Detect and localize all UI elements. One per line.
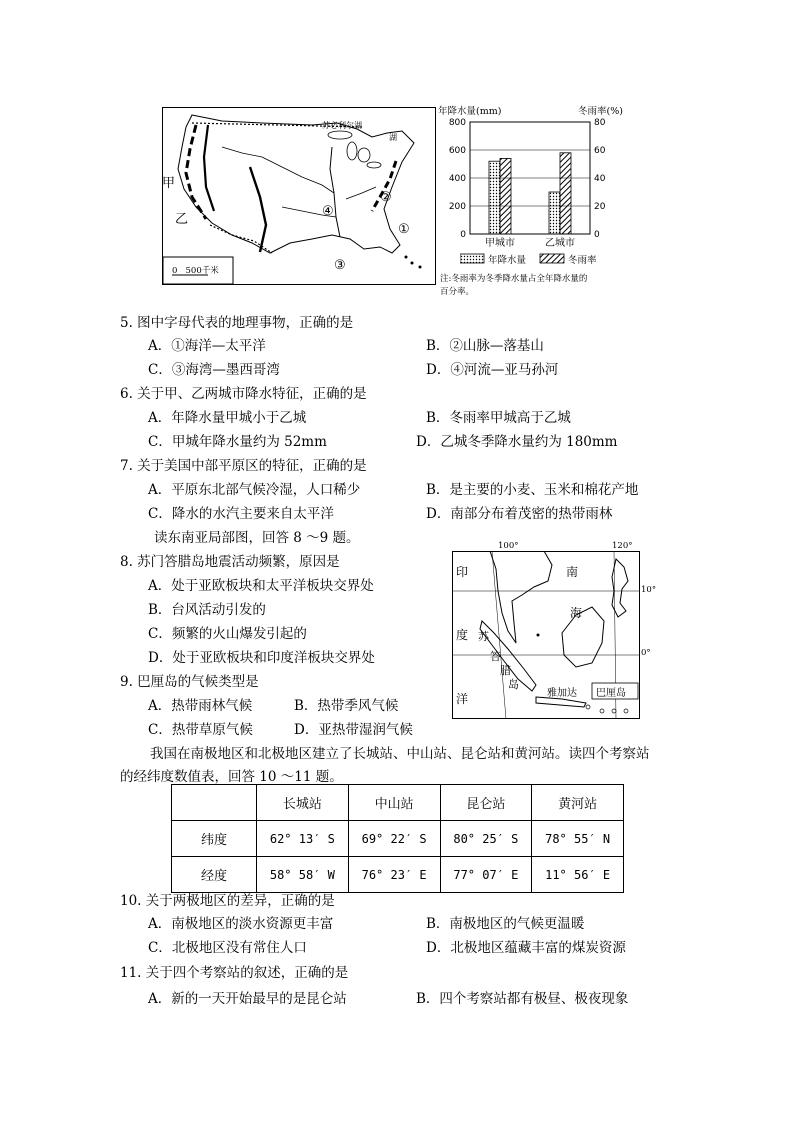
table-header-cell: 昆仑站 [440, 785, 532, 821]
category-label: 甲城市 [485, 238, 515, 249]
q8-option-b: B．台风活动引发的 [148, 602, 266, 618]
bar-winter-rain-rate [560, 153, 571, 234]
map-label-jakarta: 雅加达 [547, 688, 577, 699]
right-tick-label: 80 [594, 118, 606, 128]
right-tick-label: 0 [594, 230, 600, 240]
map-label-hai: 海 [570, 606, 583, 620]
legend-swatch-precip [460, 254, 484, 263]
map-label-nan: 南 [566, 565, 579, 579]
bar-annual-precip [489, 161, 500, 234]
table-header-cell: 中山站 [348, 785, 440, 821]
q8-option-a: A．处于亚欧板块和太平洋板块交界处 [148, 578, 374, 594]
q11-option-a: A．新的一天开始最早的是昆仑站 [148, 991, 347, 1007]
map-lat-0: 0° [641, 648, 651, 658]
legend-label-precip: 年降水量 [488, 255, 527, 266]
q11-stem: 11. 关于四个考察站的叙述，正确的是 [120, 965, 349, 981]
table-row [172, 821, 624, 857]
left-tick-label: 400 [448, 174, 466, 184]
chart-left-axis-title: 年降水量(mm) [438, 106, 502, 117]
table-cell: 58° 58′ W [257, 857, 349, 893]
table-header-row [172, 785, 624, 821]
q8-option-c: C．频繁的火山爆发引起的 [148, 626, 307, 642]
table-header-cell: 黄河站 [532, 785, 624, 821]
map-label-da: 答 [490, 650, 501, 663]
q9-option-b: B．热带季风气候 [294, 698, 399, 714]
q8-stem: 8. 苏门答腊岛地震活动频繁，原因是 [120, 554, 340, 570]
bar-annual-precip [549, 192, 560, 234]
q10-option-b: B．南极地区的气候更温暖 [426, 916, 585, 932]
q7-option-c: C．降水的水汽主要来自太平洋 [148, 506, 334, 522]
map-label-yin: 印 [456, 565, 469, 579]
table-cell: 77° 07′ E [440, 857, 532, 893]
right-tick-label: 20 [594, 202, 606, 212]
table-cell: 76° 23′ E [348, 857, 440, 893]
chart-note-2: 百分率。 [440, 287, 475, 297]
q6-option-a: A．年降水量甲城小于乙城 [148, 410, 307, 426]
q5-option-c: C．③海湾—墨西哥湾 [148, 362, 280, 378]
q5-option-d: D．④河流—亚马孙河 [426, 362, 559, 378]
map-label-yang: 洋 [456, 692, 469, 706]
legend-label-winter: 冬雨率 [568, 255, 597, 266]
map-label-n2: ② [380, 190, 392, 205]
legend-swatch-winter [540, 254, 564, 263]
chart-note: 注:冬雨率为冬季降水量占全年降水量的 [440, 274, 588, 284]
right-tick-label: 60 [594, 146, 606, 156]
left-tick-label: 200 [448, 202, 466, 212]
q10-stem: 10. 关于两极地区的差异，正确的是 [120, 893, 335, 909]
right-tick-label: 40 [594, 174, 606, 184]
q8-option-d: D．处于亚欧板块和印度洋板块交界处 [148, 650, 375, 666]
intro-10-11-line1: 我国在南极地区和北极地区建立了长城站、中山站、昆仑站和黄河站。读四个考察站 [150, 746, 650, 762]
intro-10-11-line2: 的经纬度数值表，回答 10 ～11 题。 [120, 769, 343, 785]
q5-option-b: B．②山脉—落基山 [426, 338, 544, 354]
map-label-bali: 巴厘岛 [596, 688, 626, 699]
q11-option-b: B．四个考察站都有极昼、极夜现象 [416, 991, 629, 1007]
table-cell: 78° 55′ N [532, 821, 624, 857]
q9-option-a: A．热带雨林气候 [148, 698, 253, 714]
q5-option-a: A．①海洋—太平洋 [148, 338, 266, 354]
q6-stem: 6. 关于甲、乙两城市降水特征，正确的是 [120, 386, 367, 402]
map-label-n4: ④ [322, 204, 334, 219]
table-cell: 80° 25′ S [440, 821, 532, 857]
station-coordinate-table [171, 784, 624, 893]
map-label-jia: 甲 [162, 176, 176, 191]
intro-8-9: 读东南亚局部图，回答 8 ～9 题。 [154, 530, 360, 546]
q7-option-d: D．南部分布着茂密的热带雨林 [426, 506, 613, 522]
table-cell: 69° 22′ S [348, 821, 440, 857]
map-label-la: 腊 [500, 664, 511, 677]
bar-winter-rain-rate [500, 158, 511, 234]
q9-option-d: D．亚热带湿润气候 [294, 722, 413, 738]
q7-option-b: B．是主要的小麦、玉米和棉花产地 [426, 482, 639, 498]
q6-option-c: C．甲城年降水量约为 52mm [148, 434, 327, 450]
map-label-n1: ① [398, 222, 410, 237]
table-cell: 11° 56′ E [532, 857, 624, 893]
left-tick-label: 0 [460, 230, 466, 240]
map-label-hu: 湖 [389, 133, 397, 142]
map-label-du: 度 [456, 628, 469, 642]
q10-option-d: D．北极地区蕴藏丰富的煤炭资源 [426, 940, 626, 956]
q7-stem: 7. 关于美国中部平原区的特征，正确的是 [120, 458, 367, 474]
map-lon-120: 120° [612, 541, 633, 551]
q6-option-b: B．冬雨率甲城高于乙城 [426, 410, 571, 426]
table-cell: 经度 [172, 857, 257, 893]
q7-option-a: A．平原东北部气候冷湿，人口稀少 [148, 482, 361, 498]
table-cell: 62° 13′ S [257, 821, 349, 857]
q9-stem: 9. 巴厘岛的气候类型是 [120, 674, 259, 690]
q6-option-d: D．乙城冬季降水量约为 180mm [416, 434, 618, 450]
q9-option-c: C．热带草原气候 [148, 722, 253, 738]
category-label: 乙城市 [545, 238, 575, 249]
precipitation-bar-chart [438, 114, 618, 249]
q5-stem: 5. 图中字母代表的地理事物，正确的是 [120, 315, 354, 331]
map-lon-100: 100° [498, 541, 519, 551]
chart-right-axis-title: 冬雨率(%) [578, 106, 623, 117]
map-label-su: 苏 [478, 630, 489, 643]
map-lat-10: 10° [641, 585, 657, 595]
table-row [172, 857, 624, 893]
map-label-superior: 苏必利尔湖 [322, 121, 362, 130]
q10-option-a: A．南极地区的淡水资源更丰富 [148, 916, 334, 932]
table-header-cell [172, 785, 257, 821]
map-label-n3: ③ [334, 258, 346, 273]
left-tick-label: 800 [448, 118, 466, 128]
map-scale: 0 500千米 [172, 266, 219, 276]
map-label-dao: 岛 [508, 678, 519, 691]
map-label-yi: 乙 [175, 212, 189, 227]
left-tick-label: 600 [448, 146, 466, 156]
table-header-cell: 长城站 [257, 785, 349, 821]
table-cell: 纬度 [172, 821, 257, 857]
q10-option-c: C．北极地区没有常住人口 [148, 940, 307, 956]
